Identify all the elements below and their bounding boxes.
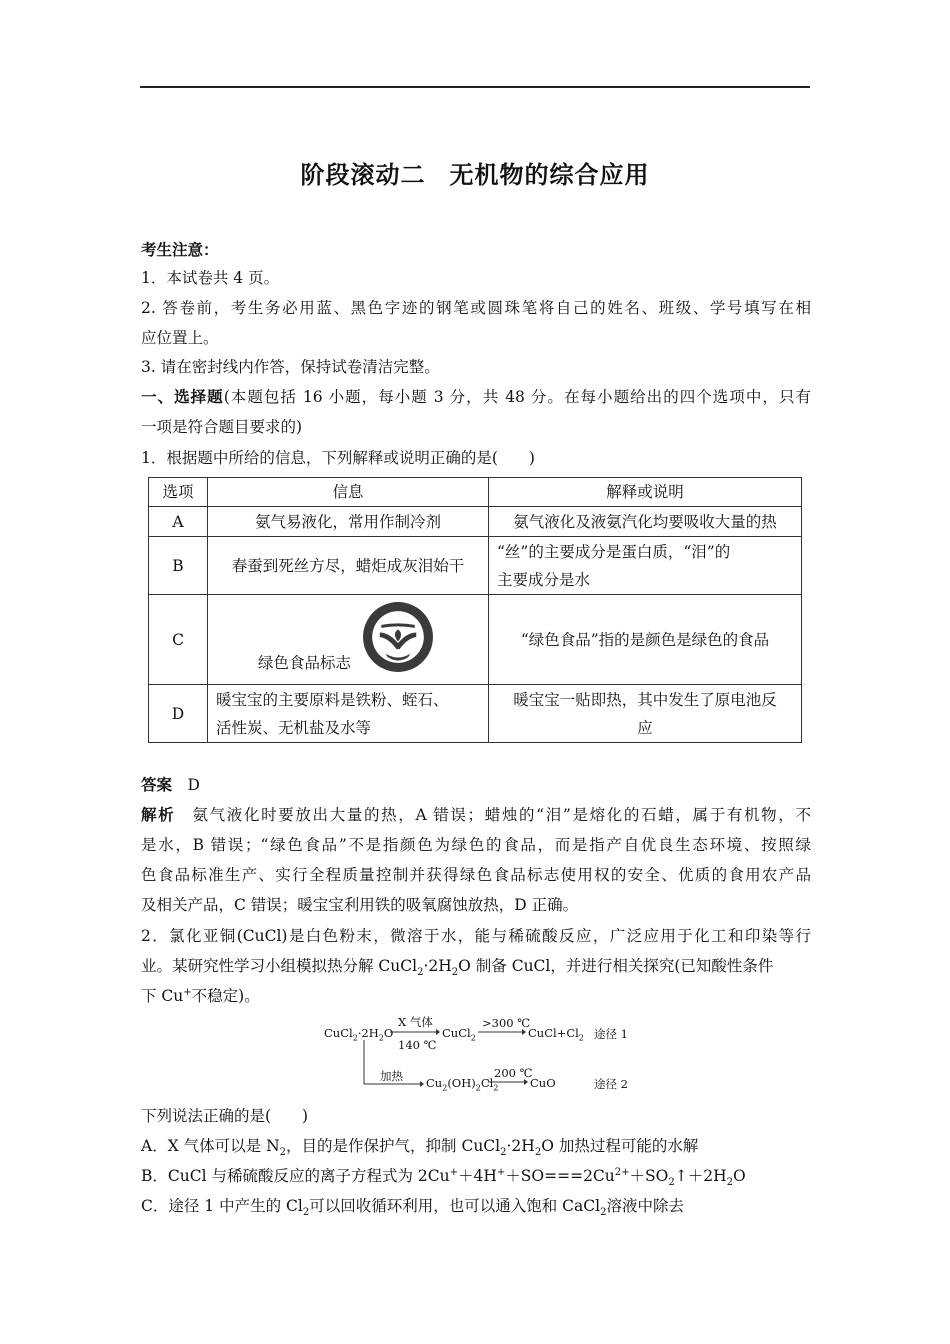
table-header: 选项 [149,478,208,507]
table-header: 解释或说明 [489,478,802,507]
q2-stem-2: 业。某研究性学习小组模拟热分解 $CuCl_2\cdot 2H_2O$ 制备 CuCl，并进行相关探究(已知酸性条件 [141,957,774,979]
q2-stem-3: 下 Cu+不稳定)。 [141,986,260,1005]
table-cell: 春蚕到死丝方尽，蜡炬成灰泪始干 [208,537,489,595]
scheme-start: $CuCl_2\cdot 2H_2O$ [324,1026,394,1043]
notice-item-1: 1．本试卷共 4 页。 [141,269,280,287]
scheme-end2: CuO [530,1076,556,1090]
notice-item-2: 2. 答卷前，考生务必用蓝、黑色字迹的钢笔或圆珠笔将自己的姓名、班级、学号填写在相 [141,299,811,317]
green-food-logo-icon [360,599,436,675]
route1-label: 途径 1 [594,1027,628,1041]
table-cell: 氨气易液化，常用作制冷剂 [208,507,489,537]
q1-analysis-3: 色食品标准生产、实行全程质量控制并获得绿色食品标志使用权的安全、优质的食用农产品 [141,866,811,884]
q1-answer: 答案 D [141,776,200,794]
q2-option-c: C．途径 1 中产生的 $Cl_2$可以回收循环利用，也可以通入饱和 CaCl$_2$溶液中除去 [141,1197,684,1219]
q1-analysis-1: 解析 氨气液化时要放出大量的热，A 错误；蜡烛的“泪”是熔化的石蜡，属于有机物，不 [141,806,811,824]
arrow1-label-bottom: 140 ℃ [398,1038,437,1052]
table-cell: C [149,595,208,685]
table-cell: B [149,537,208,595]
section-desc-cont: 一项是符合题目要求的) [141,418,303,436]
q1-stem: 1．根据题中所给的信息，下列解释或说明正确的是( ) [141,449,535,467]
arrow1-icon [390,1028,440,1036]
table-row [149,537,802,595]
arrow3-icon [488,1078,528,1086]
heat-label: 加热 [380,1069,403,1083]
q2-stem-1: 2．氯化亚铜(CuCl)是白色粉末，微溶于水，能与稀硫酸反应，广泛应用于化工和印染等行 [141,927,811,945]
route2-label: 途径 2 [594,1077,628,1091]
branch-arrow-icon [362,1040,426,1092]
q2-question: 下列说法正确的是( ) [141,1107,309,1125]
scheme-mid2: $Cu_2(OH)_2Cl_2$ [426,1076,499,1093]
table-row [149,507,802,537]
table-cell: A [149,507,208,537]
notice-item-2-cont: 应位置上。 [141,329,219,347]
arrow1-label-top: X 气体 [398,1015,433,1029]
arrow3-label-top: 200 ℃ [494,1066,533,1080]
table-header-row [149,478,802,507]
logo-caption: 绿色食品标志 [258,654,352,672]
q1-analysis-4: 及相关产品，C 错误；暖宝宝利用铁的吸氧腐蚀放热，D 正确。 [141,896,579,914]
header-rule [140,86,810,88]
arrow2-icon [478,1028,526,1036]
scheme-mid1: CuCl$_2$ [442,1026,476,1043]
table-cell: 暖宝宝的主要原料是铁粉、蛭石、 活性炭、无机盐及水等 [208,685,489,743]
q1-table [148,477,802,743]
page-title: 阶段滚动二 无机物的综合应用 [300,161,650,189]
q2-option-a: A．X 气体可以是 $N_2$，目的是作保护气，抑制 $CuCl_2\cdot 2H_2O$ 加热过程可能的水解 [141,1137,699,1159]
table-row [149,685,802,743]
reaction-scheme [322,1015,642,1098]
table-row [149,595,802,685]
arrow2-label-top: >300 ℃ [482,1016,531,1030]
table-cell: 氨气液化及液氨汽化均要吸收大量的热 [489,507,802,537]
table-cell: “丝”的主要成分是蛋白质，“泪”的 主要成分是水 [489,537,802,595]
notice-item-3: 3. 请在密封线内作答，保持试卷清洁完整。 [141,358,440,376]
q2-option-b: B．CuCl 与稀硫酸反应的离子方程式为 $2Cu^++4H^++SO===2Cu^{2+}+SO_2↑+2H_2O$ [141,1166,746,1189]
table-cell: “绿色食品”指的是颜色是绿色的食品 [489,595,802,685]
notice-heading: 考生注意： [141,241,219,259]
q1-analysis-2: 是水，B 错误；“绿色食品”不是指颜色为绿色的食品，而是指产自优良生态环境、按照绿 [141,836,811,854]
table-cell [208,595,489,685]
section-heading: 一、选择题(本题包括 16 小题，每小题 3 分，共 48 分。在每小题给出的四个选项中，只有 [141,388,811,406]
scheme-end1: $CuCl+Cl_2$ [528,1026,584,1043]
table-cell: D [149,685,208,743]
table-header: 信息 [208,478,489,507]
table-cell: 暖宝宝一贴即热，其中发生了原电池反 应 [489,685,802,743]
